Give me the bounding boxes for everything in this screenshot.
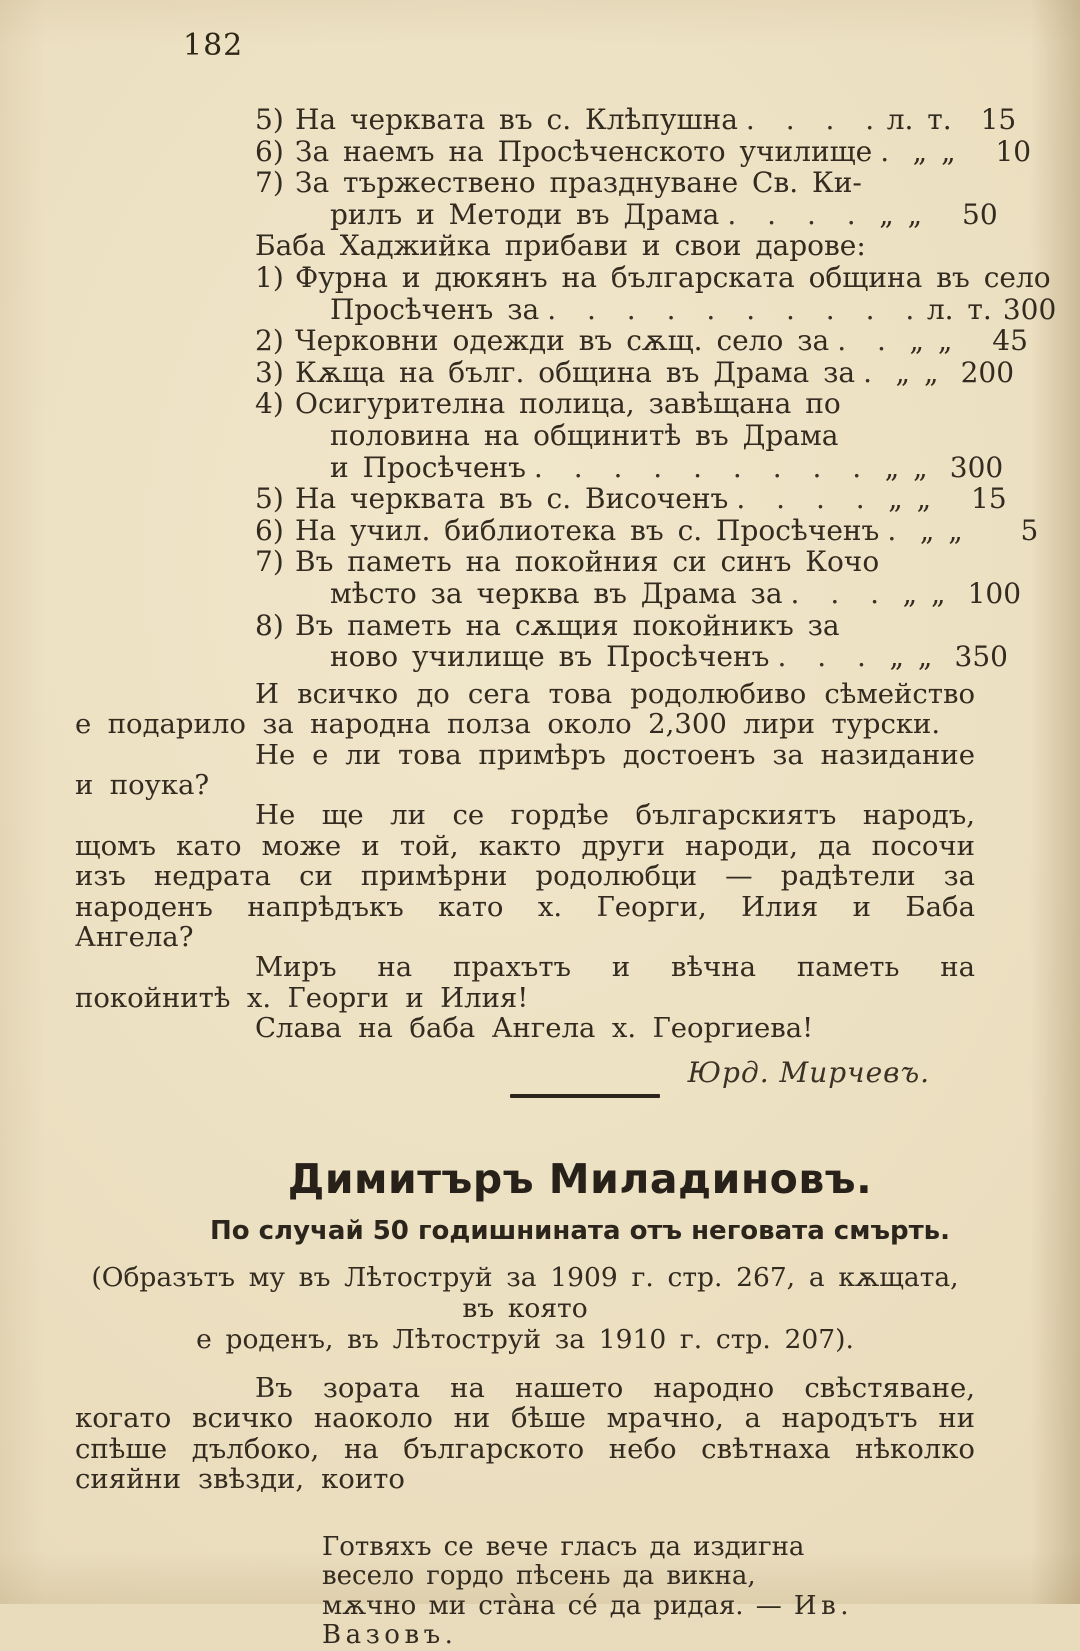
ledger-line (255, 134, 1032, 168)
author-signature: Юрд. Мирчевъ. (687, 1055, 930, 1089)
amount-value: 15 (971, 482, 1007, 516)
item-number: 7) (255, 545, 284, 579)
paragraph: И всичко до сега това родолюбиво сѣмейство е подарило за народна полза около 2,300 лири турски. (75, 677, 975, 741)
leader-dots: . . . . . . . . . (533, 450, 864, 484)
item-text: мѣсто за черква въ Драма за (330, 576, 783, 610)
poem-line-text: мѫчно ми ста̀на се́ да ридая. — (322, 1590, 782, 1621)
item-text: На учил. библиотека въ с. Просѣченъ (295, 513, 880, 547)
amount-value: 10 (995, 134, 1032, 168)
poem-attribution: Ив. Вазовъ. (322, 1590, 853, 1651)
section-divider (510, 1094, 660, 1098)
article-intro-paragraph: Въ зората на нашето народно свѣстяване, когато всичко наоколо ни бѣше мрачно, а народътъ ни спѣше дълбоко, на българското небо свѣтнаха нѣколко сияйни звѣзди, които (75, 1371, 975, 1496)
ledger-line (255, 576, 1022, 610)
currency-unit: „ „ (895, 355, 939, 389)
currency-unit: л. т. (926, 292, 992, 326)
amount-value: 15 (980, 103, 1017, 136)
ledger-line (255, 103, 1017, 136)
leader-dots: . . . . . . . . . . (547, 292, 917, 326)
ledger-line (255, 482, 1007, 516)
ledger-line (255, 167, 975, 199)
ledger-section-header (255, 230, 975, 262)
article-title: Димитъръ Миладиновъ. (287, 1154, 873, 1203)
ledger-line (255, 355, 1015, 389)
leader-dots: . . . (777, 640, 868, 674)
ledger-line (255, 450, 1004, 484)
ledger-line (255, 292, 1057, 326)
item-text: За тържествено празднуване Св. Ки- (295, 166, 862, 200)
amount-value: 100 (967, 576, 1022, 610)
item-text: Въ паметь на сѫщия покойникъ за (295, 608, 840, 642)
item-text: Въ паметь на покойния си синъ Кочо (295, 545, 880, 579)
item-number: 3) (255, 355, 284, 389)
leader-dots: . . . . (727, 197, 858, 231)
paragraph: Не е ли това примѣръ достоенъ за назидание и поука? (75, 738, 975, 801)
poem-line: весело гордо пѣсень да викна, (322, 1561, 756, 1592)
ledger-line (255, 640, 1008, 674)
ledger-line (255, 610, 975, 642)
amount-value: 300 (949, 450, 1004, 484)
item-text: Просѣченъ за (330, 292, 540, 326)
ledger-line (255, 324, 1028, 358)
paragraph: Слава на баба Ангела х. Георгиева! (255, 1012, 814, 1045)
leader-dots: . . (837, 324, 888, 358)
item-number: 5) (255, 103, 284, 136)
poem-line (322, 1592, 975, 1651)
item-text: ново училище въ Просѣченъ (330, 640, 770, 674)
article-section (75, 1156, 975, 1651)
item-number: 1) (255, 260, 284, 294)
item-number: 5) (255, 482, 284, 516)
leader-dots: . . . . (745, 103, 877, 136)
item-text: Черковни одежди въ сѫщ. село за (295, 324, 830, 358)
currency-unit: „ „ (888, 482, 932, 516)
leader-dots: . . . (790, 576, 882, 610)
note-line: е роденъ, въ Лѣтоструй за 1910 г. стр. 207). (196, 1323, 854, 1355)
amount-value: 200 (960, 355, 1015, 389)
body-text (75, 679, 975, 1044)
leader-dots: . . . . (736, 482, 867, 516)
poem-quote (322, 1533, 975, 1651)
currency-unit: л. т. (886, 103, 952, 136)
item-number: 8) (255, 608, 284, 642)
currency-unit: „ „ (919, 513, 963, 547)
ledger-line (255, 546, 975, 578)
item-text: Кѫща на бълг. община въ Драма за (295, 355, 856, 389)
ledger-line (255, 260, 1051, 294)
donations-ledger (255, 103, 1057, 674)
currency-unit: „ „ (912, 134, 956, 168)
article-subtitle: По случай 50 годишнината отъ неговата смърть. (209, 1215, 951, 1246)
item-number: 7) (255, 166, 284, 200)
item-text: За наемъ на Просѣченското училище (295, 134, 873, 168)
page-number: 182 (183, 28, 244, 63)
amount-value: 5 (1020, 513, 1039, 547)
amount-value: 350 (954, 640, 1008, 674)
item-text: На черквата въ с. Клѣпушна (295, 103, 738, 136)
item-text: На черквата въ с. Височенъ (295, 482, 729, 516)
paragraph: Не ще ли се гордѣе българскиятъ народъ, щомъ като може и той, както други народи, да посочи изъ недрата си примѣрни родолюбци — радѣтели за народенъ напрѣдъкъ като х. Георги, Илия и Баба Ангела? (75, 799, 975, 953)
note-line: (Образътъ му въ Лѣтоструй за 1909 г. стр. 267, а кѫщата, въ която (91, 1261, 959, 1324)
ledger-line (255, 420, 975, 452)
item-number: 6) (255, 513, 284, 547)
amount-value: 50 (962, 197, 998, 231)
poem-line: Готвяхъ се вече гласъ да издигна (322, 1531, 805, 1562)
leader-dots: . (863, 355, 875, 389)
item-text: и Просѣченъ (330, 450, 526, 484)
leader-dots: . (887, 513, 899, 547)
item-number: 6) (255, 134, 284, 168)
paragraph: Миръ на прахътъ и вѣчна паметь на покойнитѣ х. Георги и Илия! (75, 951, 975, 1014)
currency-unit: „ „ (902, 576, 946, 610)
item-text: половина на общинитѣ въ Драма (330, 418, 839, 452)
currency-unit: „ „ (884, 450, 928, 484)
item-number: 2) (255, 324, 284, 358)
item-text: Фурна и дюкянъ на българската община въ село (295, 260, 1051, 294)
item-text: Баба Хаджийка прибави и свои дарове: (255, 229, 866, 263)
ledger-line (255, 388, 975, 420)
amount-value: 45 (992, 324, 1028, 358)
item-number: 4) (255, 387, 284, 421)
article-note (75, 1262, 975, 1355)
item-text: рилъ и Методи въ Драма (330, 197, 720, 231)
ledger-line (255, 197, 998, 231)
leader-dots: . (880, 134, 892, 168)
item-text: Осигурителна полица, завѣщана по (295, 387, 841, 421)
currency-unit: „ „ (879, 197, 923, 231)
ledger-line (255, 513, 1039, 547)
currency-unit: „ „ (889, 640, 933, 674)
currency-unit: „ „ (909, 324, 953, 358)
amount-value: 300 (1002, 292, 1057, 326)
